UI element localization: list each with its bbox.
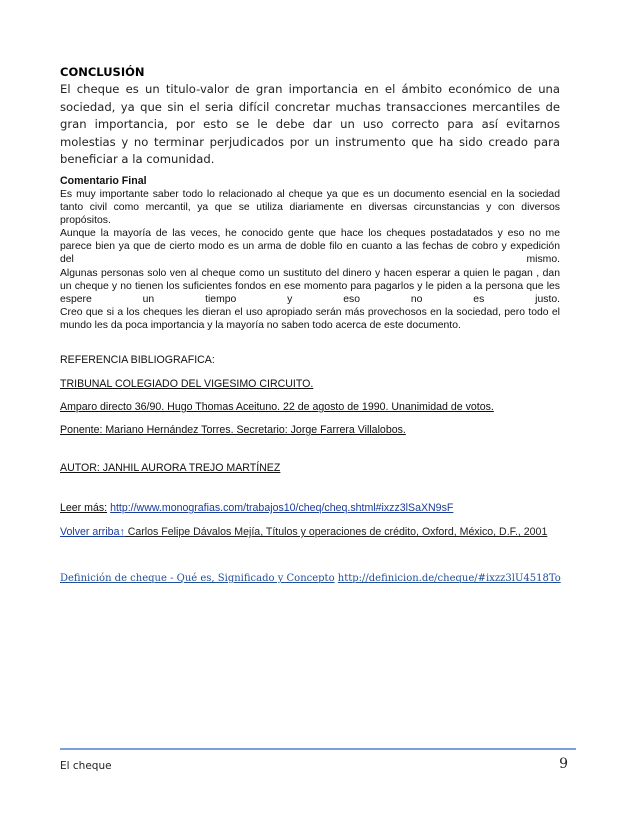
comentario-paragraph-3: Algunas personas solo ven al cheque como un sustituto del dinero y hacen esperar a quien le pagan , dan un cheque y no tienen los suficientes fondos en ese momento para pagarlos y le piden a la persona que les espere un tiempo y eso no es justo. [60,267,560,305]
comentario-paragraph-2: Aunque la mayoría de las veces, he conocido gente que hace los cheques postadatados y eso no me parece bien ya que de cierto modo es un arma de doble filo en cuanto a las fechas de cobro y expedición del mismo. [60,228,560,266]
footer-divider [60,748,576,750]
footer-title: El cheque [60,760,112,772]
definicion-line [60,572,560,586]
comentario-paragraph-1: Es muy importante saber todo lo relacionado al cheque ya que es un documento esencial en la sociedad tanto civil como mercantil, ya que se utiliza diariamente en diversas circunstancias y con diversos propósitos. [60,188,560,227]
comentario-heading: Comentario Final [60,174,147,187]
definicion-title-link[interactable]: Definición de cheque - Qué es, Significado y Concepto [60,573,335,584]
conclusion-paragraph: El cheque es un titulo-valor de gran importancia en el ámbito económico de una sociedad, ya que sin el seria difícil concretar muchas transacciones mercantiles de gran importancia, por esto se le debe dar un uso correcto para así evitarnos molestias y no terminar perjudicados por un instrumento que ha sido creado para beneficiar a la comunidad. [60,82,560,167]
volver-arriba-link[interactable]: Volver arriba↑ [60,526,125,538]
author-line: AUTOR: JANHIL AURORA TREJO MARTÍNEZ [60,462,281,474]
comentario-paragraph-4: Creo que si a los cheques les dieran el uso apropiado serán más provechosos en la sociedad, pero todo el mundo les da poca importancia y la mayoría no saben todo acerca de este documento. [60,306,560,331]
volver-arriba-text: Carlos Felipe Dávalos Mejía, Títulos y operaciones de crédito, Oxford, México, D.F., 2001 [124,526,548,538]
references-heading: REFERENCIA BIBLIOGRAFICA: [60,354,215,366]
reference-item: Ponente: Mariano Hernández Torres. Secretario: Jorge Farrera Villalobos. [60,424,406,436]
page-number: 9 [559,756,568,772]
leer-mas-label: Leer más: [60,502,108,514]
definicion-url-link[interactable]: http://definicion.de/cheque/#ixzz3lU4518To [337,573,561,584]
volver-arriba-line [60,524,560,540]
leer-mas-line [60,501,560,515]
page-content [60,64,560,586]
reference-item: TRIBUNAL COLEGIADO DEL VIGESIMO CIRCUITO. [60,378,314,390]
reference-item: Amparo directo 36/90. Hugo Thomas Aceituno. 22 de agosto de 1990. Unanimidad de votos. [60,401,494,413]
conclusion-heading: CONCLUSIÓN [60,65,145,79]
leer-mas-link[interactable]: http://www.monografias.com/trabajos10/cheq/cheq.shtml#ixzz3lSaXN9sF [110,502,454,514]
